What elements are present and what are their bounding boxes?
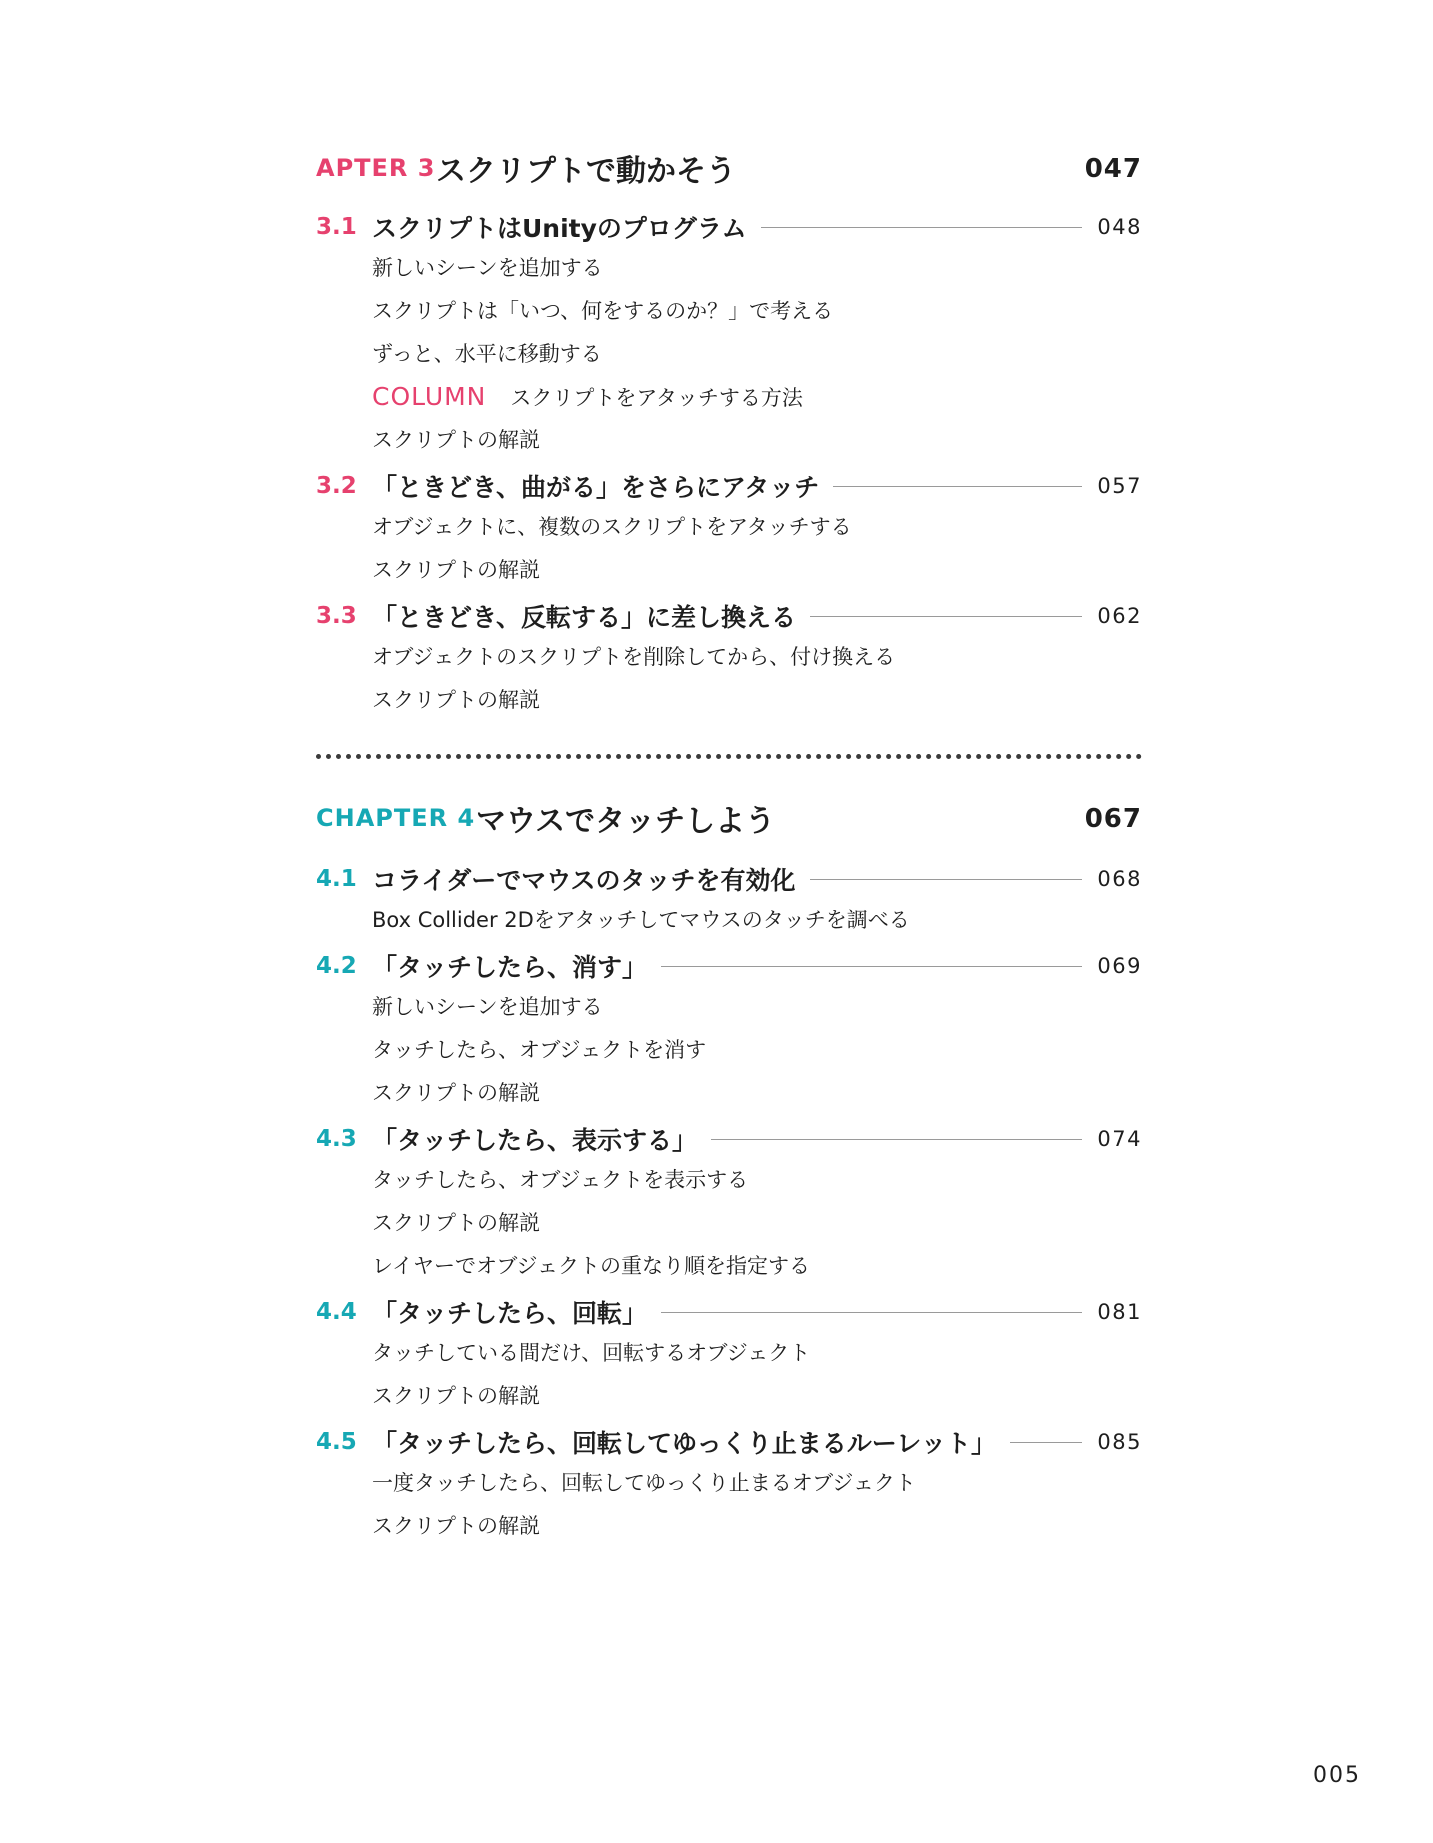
section-number: 4.3 — [316, 1126, 357, 1152]
section-4-4 — [316, 1292, 1142, 1332]
section-number: 3.3 — [316, 603, 357, 629]
section-title: 「タッチしたら、回転してゆっくり止まるルーレット」 — [372, 1429, 997, 1458]
chapter-divider — [316, 754, 1142, 759]
section-3-3 — [316, 596, 1142, 636]
toc-item: オブジェクトのスクリプトを削除してから、付け換える — [372, 645, 896, 669]
section-title: 「タッチしたら、表示する」 — [372, 1126, 698, 1155]
section-3-2 — [316, 466, 1142, 506]
section-page: 068 — [1097, 867, 1142, 891]
leader-line — [661, 966, 1082, 967]
section-title: 「タッチしたら、回転」 — [372, 1299, 648, 1328]
toc-item: スクリプトの解説 — [372, 428, 540, 452]
toc-item: スクリプトは「いつ、何をするのか？」で考える — [372, 299, 834, 323]
leader-line — [810, 879, 1082, 880]
chapter-3-page: 047 — [1084, 154, 1142, 184]
leader-line — [833, 486, 1082, 487]
section-number: 4.2 — [316, 953, 357, 979]
toc-item: タッチしたら、オブジェクトを消す — [372, 1038, 707, 1062]
leader-line — [761, 227, 1082, 228]
section-page: 048 — [1097, 215, 1142, 239]
toc-item: スクリプトの解説 — [372, 1384, 540, 1408]
chapter-4-title: マウスでタッチしよう — [476, 804, 776, 839]
toc-item: ずっと、水平に移動する — [372, 342, 602, 366]
section-title: 「タッチしたら、消す」 — [372, 953, 648, 982]
page-number: 005 — [1313, 1763, 1361, 1788]
toc-item: Box Collider 2Dをアタッチしてマウスのタッチを調べる — [372, 908, 910, 932]
section-number: 3.2 — [316, 473, 357, 499]
leader-line — [1010, 1442, 1082, 1443]
toc-item: スクリプトの解説 — [372, 1211, 540, 1235]
section-title: スクリプトはUnityのプログラム — [372, 214, 747, 243]
toc-item: スクリプトの解説 — [372, 558, 540, 582]
column-item — [372, 380, 803, 414]
section-4-1 — [316, 859, 1142, 899]
section-page: 081 — [1097, 1300, 1142, 1324]
chapter-3-title: スクリプトで動かそう — [436, 154, 736, 189]
section-page: 062 — [1097, 604, 1142, 628]
chapter-3-label: APTER 3 — [316, 154, 436, 182]
leader-line — [661, 1312, 1082, 1313]
column-tag: COLUMN — [372, 382, 487, 411]
leader-line — [810, 616, 1082, 617]
section-page: 069 — [1097, 954, 1142, 978]
section-number: 3.1 — [316, 214, 357, 240]
toc-item: 一度タッチしたら、回転してゆっくり止まるオブジェクト — [372, 1471, 916, 1495]
section-page: 057 — [1097, 474, 1142, 498]
toc-item: スクリプトの解説 — [372, 688, 540, 712]
section-4-5 — [316, 1422, 1142, 1462]
section-title: コライダーでマウスのタッチを有効化 — [372, 866, 796, 895]
section-4-3 — [316, 1119, 1142, 1159]
toc-item: 新しいシーンを追加する — [372, 995, 603, 1019]
section-title: 「ときどき、曲がる」をさらにアタッチ — [372, 473, 820, 502]
toc-item: タッチしている間だけ、回転するオブジェクト — [372, 1341, 811, 1365]
chapter-4-label: CHAPTER 4 — [316, 804, 476, 832]
section-number: 4.4 — [316, 1299, 357, 1325]
section-page: 085 — [1097, 1430, 1142, 1454]
section-page: 074 — [1097, 1127, 1142, 1151]
toc-item: レイヤーでオブジェクトの重なり順を指定する — [372, 1254, 811, 1278]
section-3-1 — [316, 207, 1142, 247]
section-title: 「ときどき、反転する」に差し換える — [372, 603, 797, 632]
chapter-4-page: 067 — [1084, 804, 1142, 834]
section-number: 4.5 — [316, 1429, 357, 1455]
chapter-4-heading — [316, 790, 1142, 850]
column-text: スクリプトをアタッチする方法 — [510, 386, 803, 410]
chapter-3-heading — [316, 140, 1142, 200]
toc-item: タッチしたら、オブジェクトを表示する — [372, 1168, 749, 1192]
leader-line — [711, 1139, 1082, 1140]
toc-item: スクリプトの解説 — [372, 1514, 540, 1538]
section-number: 4.1 — [316, 866, 357, 892]
section-4-2 — [316, 946, 1142, 986]
toc-item: 新しいシーンを追加する — [372, 256, 603, 280]
toc-item: スクリプトの解説 — [372, 1081, 540, 1105]
toc-item: オブジェクトに、複数のスクリプトをアタッチする — [372, 515, 852, 539]
